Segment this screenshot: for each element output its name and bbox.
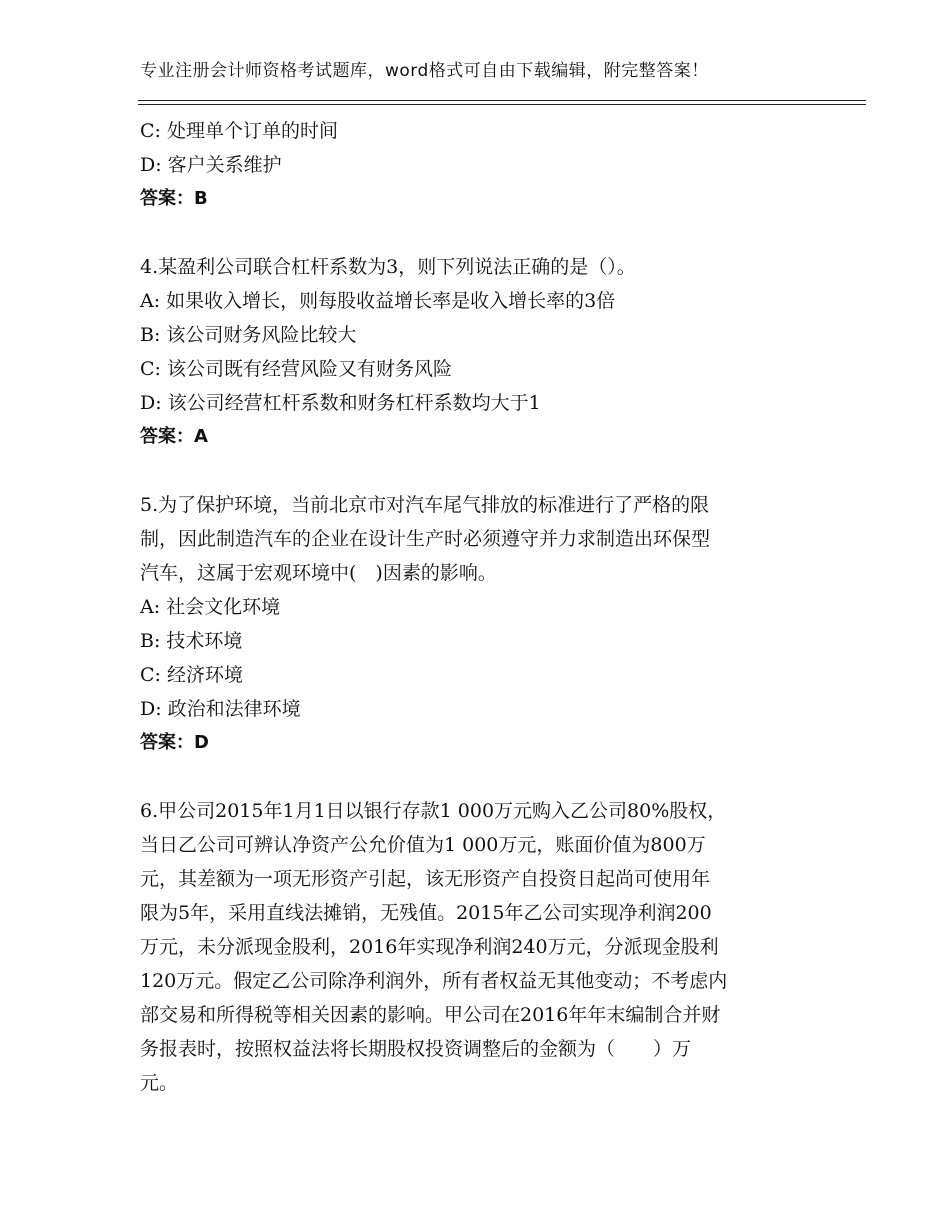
question-stem-line: 当日乙公司可辨认净资产公允价值为1 000万元，账面价值为800万 [140,834,706,856]
question-3 [140,114,810,216]
answer-label: 答案：D [140,732,209,753]
question-stem-line: 制，因此制造汽车的企业在设计生产时必须遵守并力求制造出环保型 [140,528,711,550]
question-stem-line: 6.甲公司2015年1月1日以银行存款1 000万元购入乙公司80%股权， [140,800,727,822]
header-rule-top [138,100,866,101]
page-header: 专业注册会计师资格考试题库，word格式可自由下载编辑，附完整答案！ [140,61,709,81]
answer-label: 答案：B [140,188,208,209]
question-stem-line: 部交易和所得税等相关因素的影响。甲公司在2016年年末编制合并财 [140,1004,721,1026]
question-5 [140,488,810,760]
answer-label: 答案：A [140,426,208,447]
option-b: B: 技术环境 [140,630,243,652]
option-a: A: 社会文化环境 [140,596,281,618]
option-c: C: 经济环境 [140,664,243,686]
option-c: C: 处理单个订单的时间 [140,120,338,142]
option-a: A: 如果收入增长，则每股收益增长率是收入增长率的3倍 [140,290,616,312]
option-d: D: 政治和法律环境 [140,698,301,720]
question-6 [140,794,810,1100]
spacer [140,216,810,250]
header-rule-bottom [138,104,866,105]
option-b: B: 该公司财务风险比较大 [140,324,357,346]
question-stem-line: 万元，未分派现金股利，2016年实现净利润240万元，分派现金股利 [140,936,719,958]
question-stem-line: 元。 [140,1072,179,1094]
option-d: D: 客户关系维护 [140,154,282,176]
question-stem-line: 5.为了保护环境，当前北京市对汽车尾气排放的标准进行了严格的限 [140,494,710,516]
spacer [140,454,810,488]
question-stem-line: 120万元。假定乙公司除净利润外，所有者权益无其他变动；不考虑内 [140,970,728,992]
question-stem: 4.某盈利公司联合杠杆系数为3，则下列说法正确的是（）。 [140,256,636,278]
question-4 [140,250,810,454]
option-c: C: 该公司既有经营风险又有财务风险 [140,358,452,380]
question-content [140,114,810,1100]
option-d: D: 该公司经营杠杆系数和财务杠杆系数均大于1 [140,392,541,414]
question-stem-line: 汽车，这属于宏观环境中( )因素的影响。 [140,562,497,584]
question-stem-line: 务报表时，按照权益法将长期股权投资调整后的金额为（ ）万 [140,1038,692,1060]
spacer [140,760,810,794]
question-stem-line: 元，其差额为一项无形资产引起，该无形资产自投资日起尚可使用年 [140,868,711,890]
question-stem-line: 限为5年，采用直线法摊销，无残值。2015年乙公司实现净利润200 [140,902,712,924]
